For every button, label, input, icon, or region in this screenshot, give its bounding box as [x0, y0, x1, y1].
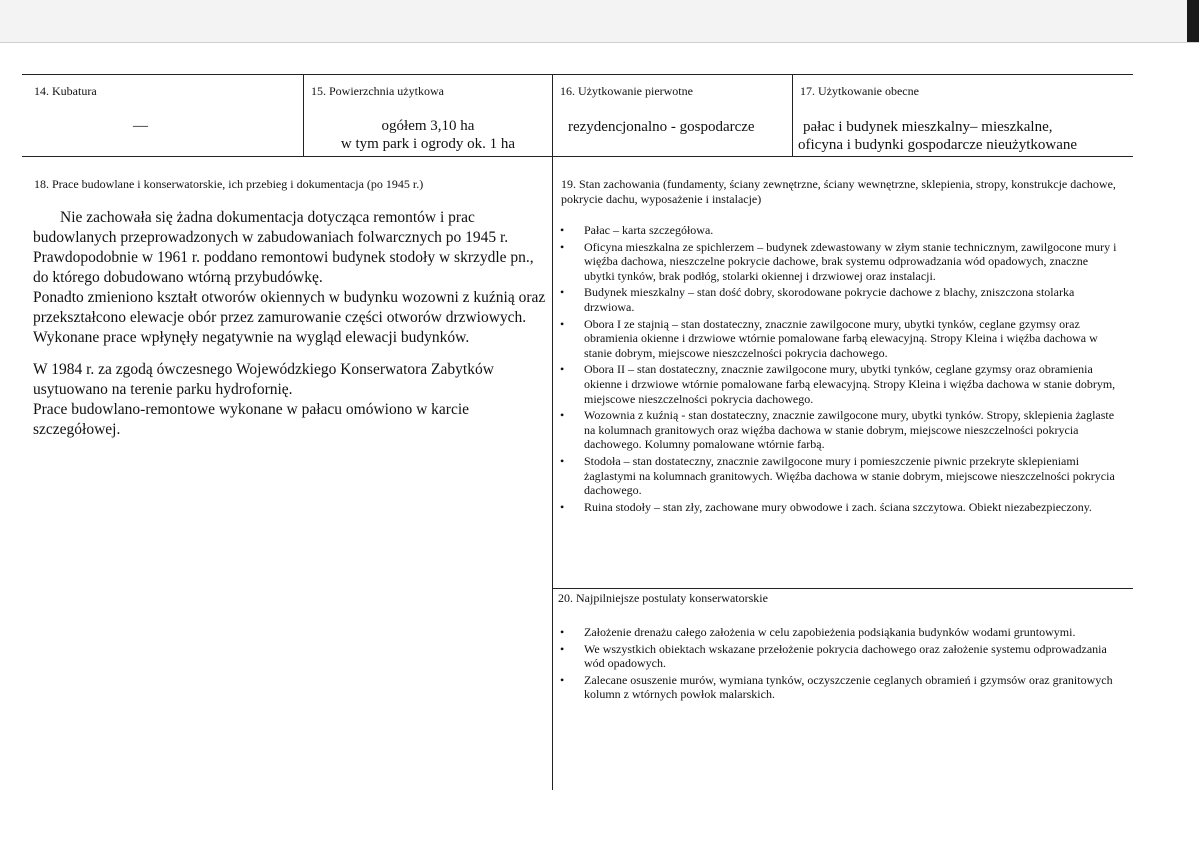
section20-top-border [552, 588, 1133, 589]
column-divider-1 [303, 74, 304, 157]
list-item [557, 625, 1117, 640]
scan-top-margin [0, 0, 1199, 43]
list-item-text: Obora I ze stajnią – stan dostateczny, znacznie zawilgocone mury, ubytki tynków, ceglane gzymsy oraz obramienia okienne i drzwiowe wtórnie pomalowane farbą elewacyjną. Stropy Kleina i więźba dachowa w stanie dobrym, miejscowe nieszczelności pokrycia dachowego. [584, 316, 1098, 360]
bullet-icon: • [560, 625, 565, 639]
cell-17-value-line-1: pałac i budynek mieszkalny– mieszkalne, [803, 119, 1053, 135]
cell-14-value: — [133, 118, 148, 134]
section18-body [33, 208, 548, 440]
list-item-text: Ruina stodoły – stan zły, zachowane mury obwodowe i zach. ściana szczytowa. Obiekt niezabezpieczony. [584, 499, 1092, 514]
list-item-text: Obora II – stan dostateczny, znacznie zawilgocone mury, ubytki tynków, ceglane gzymsy oraz obramienia okienne i drzwiowe wtórnie pomalowane farbą elewacyjną. Stropy Kleina i więźba dachowa w stanie dobrym, miejscowe nieszczelności pokrycia dachowego. [584, 362, 1116, 406]
section19-list [557, 223, 1117, 516]
section18-paragraph: Nie zachowała się żadna dokumentacja dotycząca remontów i prac budowlanych przeprowadzonych w zabudowaniach folwarcznych po 1945 r. [33, 209, 509, 246]
list-item [557, 673, 1117, 702]
list-item [557, 240, 1117, 284]
bullet-icon: • [560, 239, 565, 254]
list-item [557, 362, 1117, 406]
cell-14-label: 14. Kubatura [34, 84, 97, 98]
header-row-bottom-border [22, 156, 1133, 157]
bullet-icon: • [560, 285, 565, 300]
list-item-text: Budynek mieszkalny – stan dość dobry, skorodowane pokrycie dachowe z blachy, zniszczona stolarka drzwiowa. [584, 285, 1075, 314]
bullet-icon: • [560, 672, 565, 687]
cell-15-value-line-1: ogółem 3,10 ha [381, 118, 475, 134]
bullet-icon: • [560, 362, 565, 377]
section18-paragraph: Ponadto zmieniono kształt otworów okiennych w budynku wozowni z kuźnią oraz przekształcono elewacje obór przez zamurowanie części otworów drzwiowych. [33, 289, 546, 326]
cell-17-value [798, 118, 1132, 154]
list-item-text: Założenie drenażu całego założenia w celu zapobieżenia podsiąkania budynków wodami gruntowymi. [584, 625, 1076, 639]
section18-paragraph: Wykonane prace wpłynęły negatywnie na wygląd elewacji budynków. [33, 329, 470, 346]
list-item-text: Stodoła – stan dostateczny, znacznie zawilgocone mury i pomieszczenie piwnic przekryte sklepieniami żaglastymi na kolumnach granitowych. Więźba dachowa w stanie dobrym, miejscowe nieszczelności pokrycia dachowego. [584, 453, 1115, 498]
cell-17-label: 17. Użytkowanie obecne [800, 84, 919, 98]
list-item-text: Pałac – karta szczegółowa. [584, 223, 714, 237]
bullet-icon: • [560, 499, 565, 514]
cell-15-value-line-2: w tym park i ogrody ok. 1 ha [340, 136, 516, 152]
section18-paragraph: W 1984 r. za zgodą ówczesnego Wojewódzkiego Konserwatora Zabytków usytuowano na terenie parku hydrofornię. [33, 361, 494, 398]
list-item [557, 408, 1117, 452]
bullet-icon: • [560, 223, 565, 237]
cell-15-label: 15. Powierzchnia użytkowa [311, 84, 444, 98]
table-top-border [22, 74, 1133, 75]
section20-list [557, 625, 1117, 704]
cell-17-value-line-2: oficyna i budynki gospodarcze nieużytkowane [798, 137, 1078, 153]
section19-title: 19. Stan zachowania (fundamenty, ściany zewnętrzne, ściany wewnętrzne, sklepienia, stropy, konstrukcje dachowe, pokrycie dachu, wyposażenie i instalacje) [561, 177, 1116, 206]
list-item [557, 642, 1117, 671]
list-item [557, 500, 1117, 515]
cell-16-label: 16. Użytkowanie pierwotne [560, 84, 693, 98]
cell-15-value [306, 117, 550, 153]
list-item-text: Zalecane osuszenie murów, wymiana tynków, oczyszczenie ceglanych obramień i gzymsów oraz granitowych kolumn z wtórnych powłok malarskich. [584, 672, 1113, 702]
section18-paragraph: Prawdopodobnie w 1961 r. poddano remontowi budynek stodoły w skrzydle pn., do którego dobudowano wtórną przybudówkę. [33, 249, 534, 286]
cell-16-value: rezydencjonalno - gospodarcze [568, 119, 755, 135]
list-item-text: Oficyna mieszkalna ze spichlerzem – budynek zdewastowany w złym stanie technicznym, zawilgocone mury i więźba dachowa, nieszczelne pokrycie dachowe, brak systemu odprowadzania wód opadowych, znaczne ubytki tynków, brak podłóg, stolarki okiennej i drzwiowej oraz instalacji. [584, 239, 1117, 283]
column-divider-3 [792, 74, 793, 157]
list-item [557, 223, 1117, 238]
scan-corner-shadow [1187, 0, 1199, 42]
section18-title: 18. Prace budowlane i konserwatorskie, ich przebieg i dokumentacja (po 1945 r.) [34, 177, 424, 191]
list-item [557, 285, 1117, 314]
list-item [557, 454, 1117, 498]
bullet-icon: • [560, 641, 565, 656]
list-item [557, 317, 1117, 361]
bullet-icon: • [560, 408, 565, 423]
bullet-icon: • [560, 453, 565, 468]
list-item-text: Wozownia z kuźnią - stan dostateczny, znacznie zawilgocone mury, ubytki tynków. Stropy, sklepienia żaglaste na kolumnach granitowych oraz więźba dachowa w stanie dobrym, miejscowe nieszczelności pokrycia dachowego. Kolumny pomalowane wtórnie farbą. [584, 408, 1115, 452]
column-divider-2 [552, 74, 553, 790]
section20-title: 20. Najpilniejsze postulaty konserwatorskie [558, 591, 768, 605]
section18-paragraph: Prace budowlano-remontowe wykonane w pałacu omówiono w karcie szczegółowej. [33, 401, 470, 438]
list-item-text: We wszystkich obiektach wskazane przełożenie pokrycia dachowego oraz założenie systemu odprowadzania wód opadowych. [584, 641, 1107, 671]
bullet-icon: • [560, 316, 565, 331]
